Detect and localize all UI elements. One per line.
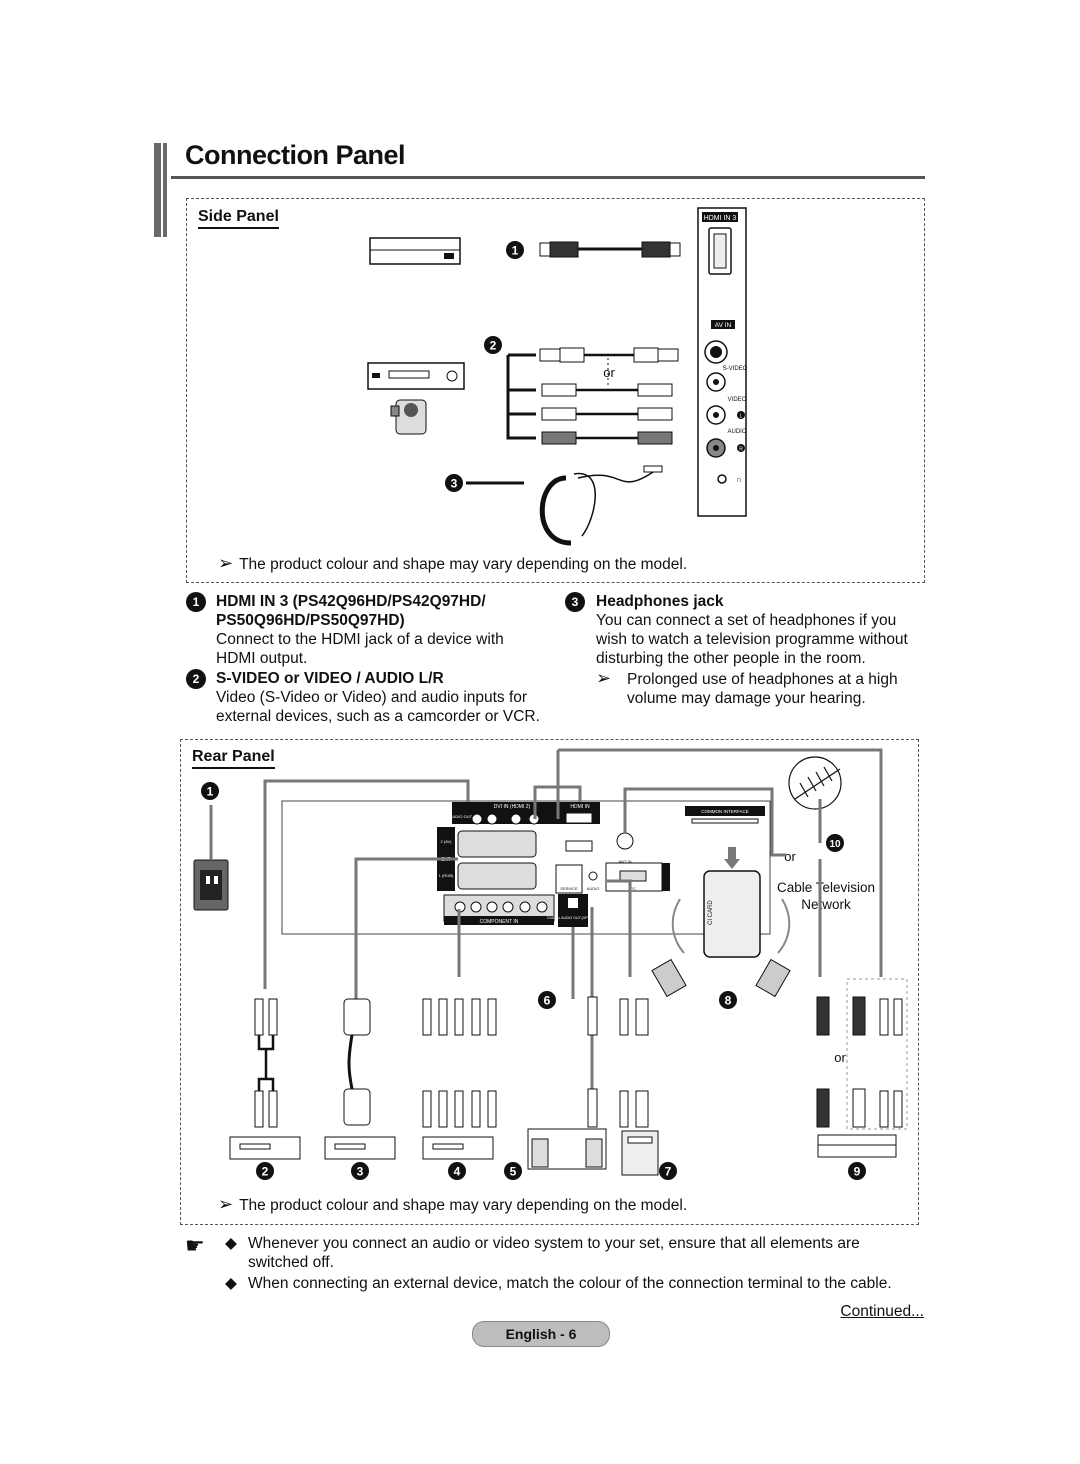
rear-or-label-2: or bbox=[834, 1050, 846, 1065]
svg-text:DIGITAL AUDIO OUT (OPTICAL): DIGITAL AUDIO OUT (OPTICAL) bbox=[547, 916, 599, 920]
description-item-2: 2 S-VIDEO or VIDEO / AUDIO L/R Video (S-Video or Video) and audio inputs for external devices, such as a camcorder or VCR. bbox=[186, 669, 556, 726]
svg-text:2: 2 bbox=[489, 338, 497, 353]
side-panel-diagram bbox=[186, 198, 926, 583]
rear-number-10: 10 bbox=[829, 839, 841, 850]
side-or-label: or bbox=[603, 365, 615, 380]
rear-number-8: 8 bbox=[724, 993, 732, 1008]
ci-card-icon bbox=[652, 847, 790, 996]
svg-text:2 (AV): 2 (AV) bbox=[440, 839, 452, 844]
antenna-icon bbox=[789, 757, 841, 809]
rear-panel-label: Rear Panel bbox=[192, 748, 275, 769]
svideo-cable-icon bbox=[540, 348, 678, 362]
scart-cable-icon bbox=[344, 999, 370, 1125]
svg-text:S-VIDEO: S-VIDEO bbox=[722, 366, 748, 372]
headphones-icon bbox=[542, 466, 662, 543]
pointing-hand-icon: ☛ bbox=[185, 1233, 205, 1258]
rear-panel-note: ➢ The product colour and shape may vary depending on the model. bbox=[218, 1194, 688, 1214]
svg-text:EXT: EXT bbox=[441, 857, 451, 863]
plug-group-2 bbox=[255, 999, 277, 1127]
svg-text:PC: PC bbox=[630, 886, 636, 891]
audio-l-cable-icon bbox=[542, 408, 672, 420]
page-title: Connection Panel bbox=[185, 140, 406, 170]
svg-text:3: 3 bbox=[450, 476, 458, 491]
svg-text:R: R bbox=[739, 446, 743, 453]
rear-number-4: 4 bbox=[453, 1164, 461, 1179]
svg-text:∩: ∩ bbox=[736, 475, 742, 484]
svg-text:DVI IN (HDMI 2): DVI IN (HDMI 2) bbox=[493, 804, 531, 810]
rear-number-2: 2 bbox=[261, 1164, 269, 1179]
rear-number-1: 1 bbox=[206, 784, 214, 799]
plug-group-4 bbox=[423, 999, 496, 1127]
description-item-1: 1 HDMI IN 3 (PS42Q96HD/PS42Q97HD/ PS50Q96HD/PS50Q97HD) Connect to the HDMI jack of a device with HDMI output. bbox=[186, 592, 546, 668]
svg-text:1: 1 bbox=[511, 243, 519, 258]
vcr-device-icon-4 bbox=[423, 1137, 493, 1159]
cable-tv-label-1: Cable Television bbox=[776, 880, 876, 895]
svg-text:ANT IN: ANT IN bbox=[618, 859, 632, 864]
svg-text:AUDIO OUT: AUDIO OUT bbox=[449, 814, 473, 819]
svg-text:L: L bbox=[739, 413, 743, 420]
description-item-3: 3 Headphones jack You can connect a set of headphones if you wish to watch a television programme without disturbing the other people in the room. ➢ Prolonged use of headphones at a high volume may damage your hearing. bbox=[565, 592, 925, 708]
number-badge-2: 2 bbox=[186, 669, 206, 689]
rear-number-6: 6 bbox=[543, 993, 551, 1008]
svg-text:AV IN: AV IN bbox=[714, 322, 732, 329]
rear-number-5: 5 bbox=[509, 1164, 517, 1179]
cable-tv-label-2: Network bbox=[801, 897, 851, 912]
side-panel-note: ➢ The product colour and shape may vary depending on the model. bbox=[218, 553, 688, 573]
number-badge-1: 1 bbox=[186, 592, 206, 612]
vcr-icon bbox=[368, 363, 464, 389]
title-bar-decoration-inner bbox=[163, 143, 167, 237]
svg-text:HDMI IN: HDMI IN bbox=[570, 804, 590, 810]
audio-system-icon bbox=[528, 1129, 606, 1169]
svg-text:AUDIO: AUDIO bbox=[727, 429, 747, 435]
svg-text:COMMON INTERFACE: COMMON INTERFACE bbox=[701, 809, 749, 814]
svg-text:SERVICE: SERVICE bbox=[560, 886, 578, 891]
bullet-1: ◆ Whenever you connect an audio or video system to your set, ensure that all elements are switched off. bbox=[225, 1235, 860, 1271]
camcorder-icon bbox=[391, 400, 426, 434]
tv-side-jack-strip bbox=[698, 208, 748, 516]
rear-number-3: 3 bbox=[356, 1164, 364, 1179]
svg-text:AUDIO: AUDIO bbox=[586, 886, 600, 891]
pc-tower-icon bbox=[622, 1131, 658, 1175]
number-badge-3: 3 bbox=[565, 592, 585, 612]
side-panel-label: Side Panel bbox=[198, 208, 279, 229]
vcr-device-icon-3 bbox=[325, 1137, 395, 1159]
dvd-player-icon bbox=[370, 238, 460, 264]
pc-cable-icon bbox=[620, 999, 648, 1127]
rear-number-9: 9 bbox=[853, 1164, 861, 1179]
diamond-bullet-icon: ◆ bbox=[225, 1235, 237, 1252]
svg-text:1 (RGB): 1 (RGB) bbox=[438, 873, 454, 878]
set-top-box-icon bbox=[818, 1135, 896, 1157]
title-rule bbox=[171, 176, 925, 179]
page-footer: English - 6 bbox=[472, 1321, 610, 1347]
arrow-icon: ➢ bbox=[218, 553, 234, 573]
bullet-2: ◆ When connecting an external device, match the colour of the connection terminal to the cable. bbox=[225, 1275, 892, 1292]
rear-or-label: or bbox=[784, 849, 796, 864]
arrow-icon: ➢ bbox=[218, 1194, 234, 1214]
rear-number-7: 7 bbox=[664, 1164, 672, 1179]
av-cable-bracket bbox=[508, 355, 536, 438]
hdmi-cable-icon bbox=[540, 242, 680, 257]
rear-panel-diagram bbox=[180, 739, 920, 1229]
power-socket-icon bbox=[194, 860, 228, 910]
svg-text:VIDEO: VIDEO bbox=[727, 397, 747, 403]
vcr-device-icon-2 bbox=[230, 1137, 300, 1159]
hdmi-plug-group bbox=[817, 979, 907, 1129]
continued-label: Continued... bbox=[840, 1303, 924, 1320]
video-cable-icon bbox=[542, 384, 672, 396]
svg-text:COMPONENT IN: COMPONENT IN bbox=[479, 919, 519, 925]
svg-text:CI CARD: CI CARD bbox=[708, 900, 714, 925]
diamond-bullet-icon: ◆ bbox=[225, 1275, 237, 1292]
svg-text:HDMI IN 3: HDMI IN 3 bbox=[703, 215, 737, 222]
arrow-icon: ➢ bbox=[596, 668, 612, 688]
audio-r-cable-icon bbox=[542, 432, 672, 444]
title-bar-decoration bbox=[154, 143, 161, 237]
